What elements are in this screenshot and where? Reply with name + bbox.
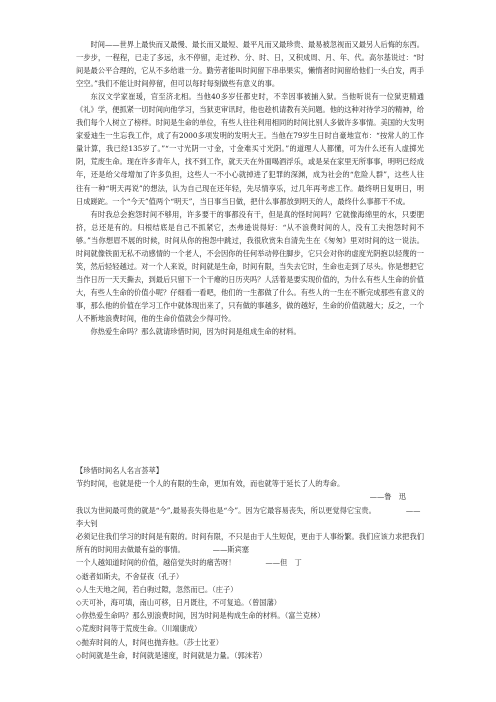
quotes-title: 【珍惜时间名人名言荟萃】 <box>76 466 164 475</box>
list-item: ◇天可补，海可填，南山可移，日月既往，不可复追。（曾国藩） <box>76 598 281 608</box>
list-item: ◇你热爱生命吗？那么别浪费时间，因为时间是构成生命的材料。（富兰克林） <box>76 611 325 621</box>
quote-block <box>76 556 424 569</box>
quote-text: 必须记住我们学习的时间是有限的。时间有限，不只是由于人生短促，更由于人事纷繁。我们应该力求把我们所有的时间用去做最有益的事情。 <box>76 532 425 555</box>
essay-paragraph: 东汉文学家崔瑗，官至济北相。当他40多岁任都史时，不幸因事被捕入狱。当他听说有一位狱吏精通《礼》学，便抓紧一切时间向他学习，当狱吏审讯时，他也趁机请教有关问题。他的这种对待学习的精神，给我们每个人树立了榜样。时间是生命的单位，有些人往往利用相同的时间比别人多做许多事情。美国的大发明家爱迪生一生忘我工作，成了有2000多项发明的发明大王。当他在79岁生日时自豪地宣布：“按常人的工作量计算，我已经135岁了。”“一寸光阴一寸金，寸金难买寸光阴。”的道理人人都懂，可为什么还有人虚掷光阴，荒废生命。现在许多青年人，找不到工作，就天天在外面喝酒浮乐，或是呆在家里无所事事，明明已经成年，还是给父母增加了许多负担，这些人一不小心就掉进了犯罪的深渊，成为社会的“危险人群”，这些人往往有一种“明天再说”的想法，认为自己现在还年轻，先尽情享乐，过几年再考虑工作。最终明日复明日，明日成蹉跎。一个“今天”值两个“明天”，当日事当日做，把什么事都放到明天的人，最终什么事都干不成。 <box>76 92 425 206</box>
list-item: ◇逝者如斯夫，不舍昼夜（孔子） <box>76 571 184 581</box>
quote-block <box>76 504 424 530</box>
quote-text: 节约时间，也就是使一个人的有限的生命，更加有效，而也就等于延长了人的寿命。 <box>76 479 345 489</box>
essay-paragraph: 你热爱生命吗？那么就请珍惜时间，因为时间是组成生命的材料。 <box>90 327 301 337</box>
quote-author: ——鲁 迅 <box>369 492 406 502</box>
quote-author: ——但 丁 <box>265 558 302 568</box>
quote-text: 一个人越知道时间的价值，越倍觉失时的痛苦呀！ <box>76 558 236 568</box>
quotes-section <box>76 464 424 662</box>
quote-author: ——李大钊 <box>76 505 421 528</box>
essay-body <box>76 38 424 338</box>
list-item: ◇人生天地之间，若白驹过隙，忽然而已。（庄子） <box>76 584 238 594</box>
essay-paragraph: 时间——世界上最快而又最慢、最长而又最短、最平凡而又最珍贵、最易被忽视而又最另人后悔的东西。一步步，一程程，已走了多远，永不停留，走过秒、分、时、日，又积成周、月、年、代。高尔基说过：“时间是最公平合理的，它从不多给谁一分。勤劳者能叫时间留下串串果实，懒惰者时间留给他们一头白发，两手空空。”我们不能让时间停留，但可以每时每刻做些有意义的事。 <box>76 40 425 89</box>
quote-block <box>76 530 424 556</box>
list-item: ◇荒废时间等于荒废生命。（川端康成） <box>76 624 202 634</box>
quote-author: ——斯宾塞 <box>212 545 250 555</box>
essay-paragraph: 有时我总会抱怨时间不够用，许多要干的事都没有干，但是真的怪时间吗？它就像海绵里的水，只要肥挤，总还是有的。归根结底是自己不抓紧它，杰弗逊说得好：“从不浪费时间的人，没有工夫抱怨时间不够。”当你想眉不展的时候，时间从你的抱怨中跳过，我很欣赏朱自清先生在《匆匆》里对时间的这一说法。时间就像铁面无私不动感情的一个老人，不会因你的任何举动停住脚步，它只会对你的虚度光阴抱以轻蔑的一笑，然后轻轻越过。对一个人来说，时间就是生命，时间有限，当失去它时，生命也走到了尽头。你是想把它当作日历一天天撕去，到最后只留下一个干瘪的日历夹吗？人活着是要实现价值的，为什么有些人生命的价值大，有些人生命的价值小呢？仔细看一看吧，他们的一生都做了什么。有些人的一生在不断完成那些有意义的事，那么他的价值在学习工作中就体现出来了，只有做的事越多，做的越好，生命的价值就越大；反之，一个人不断地浪费时间，他的生命价值就会少得可怜。 <box>76 209 425 323</box>
list-item: ◇时间就是生命，时间就是速度，时间就是力量。（郭沫若） <box>76 650 267 660</box>
quote-text: 我以为世间最可贵的就是“今”,最易丧失得也是“今”。因为它最容易丧失，所以更觉得它宝贵。 <box>76 505 376 515</box>
list-item: ◇抛弃时间的人，时间也抛弃他。（莎士比亚） <box>76 637 223 647</box>
